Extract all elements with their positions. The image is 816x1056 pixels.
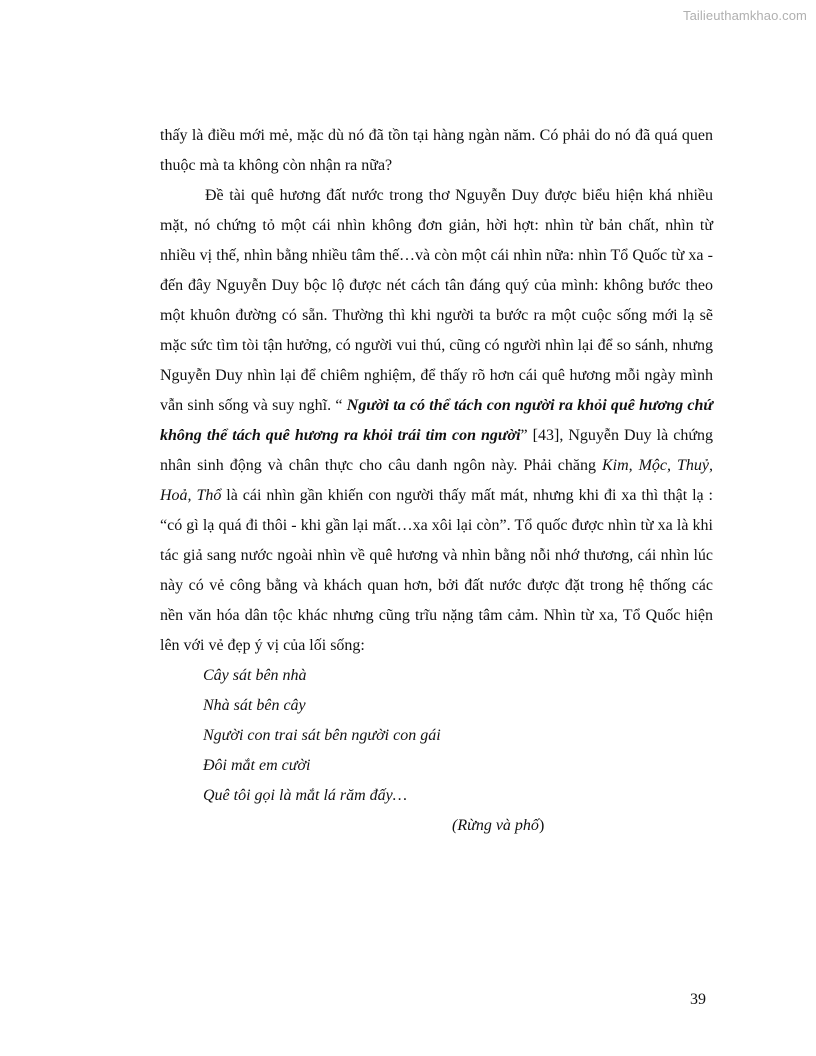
poem-line: Nhà sát bên cây: [203, 697, 306, 714]
poem-titles: Kim, Mộc, Thuỷ, Hoả, Thổ: [160, 457, 713, 504]
poem-line: Đôi mắt em cười: [203, 757, 311, 774]
paragraph-text-b: ” [43], Nguyễn Duy là chứng nhân sinh động và chân thực cho câu danh ngôn này. Phải chăng: [160, 427, 713, 474]
paragraph-continuation: thấy là điều mới mẻ, mặc dù nó đã tồn tại hàng ngàn năm. Có phải do nó đã quá quen thuộc mà ta không còn nhận ra nữa?: [160, 127, 713, 174]
poem-line: Người con trai sát bên người con gái: [203, 727, 441, 744]
poem-source-close: ): [538, 817, 545, 834]
poem-line: Cây sát bên nhà: [203, 667, 307, 684]
poem-line: Quê tôi gọi là mắt lá răm đấy…: [203, 787, 407, 804]
watermark: Tailieuthamkhao.com: [682, 8, 807, 23]
quoted-proverb: Người ta có thể tách con người ra khỏi quê hương chứ không thể tách quê hương ra khỏi trái tim con người: [160, 397, 714, 444]
paragraph-main: [160, 181, 713, 661]
paragraph-text-c: là cái nhìn gần khiến con người thấy mất mát, nhưng khi đi xa thì thật lạ : “có gì lạ quá đi thôi - khi gần lại mất…xa xôi lại còn”. Tổ quốc được nhìn từ xa là khi tác giả sang nước ngoài nhìn về quê hương và nhìn bằng nỗi nhớ thương, cái nhìn lúc này có vẻ công bằng và khách quan hơn, bởi đất nước được đặt trong hệ thống các nền văn hóa dân tộc khác nhưng cũng trĩu nặng tâm cảm. Nhìn từ xa, Tổ Quốc hiện lên với vẻ đẹp ý vị của lối sống:: [160, 487, 713, 654]
poem-source-title: (Rừng và phố: [452, 817, 539, 834]
page-body: [160, 121, 713, 841]
poem-source: [203, 811, 713, 841]
poem-excerpt: [160, 661, 713, 841]
paragraph-text-a: Đề tài quê hương đất nước trong thơ Nguyễn Duy được biểu hiện khá nhiều mặt, nó chứng tỏ một cái nhìn không đơn giản, hời hợt: nhìn từ bản chất, nhìn từ nhiều vị thế, nhìn bằng nhiều tâm thế…và còn một cái nhìn nữa: nhìn Tổ Quốc từ xa - đến đây Nguyễn Duy bộc lộ được nét cách tân đáng quý của mình: không bước theo một khuôn đường có sẵn. Thường thì khi người ta bước ra một cuộc sống mới lạ sẽ mặc sức tìm tòi tận hưởng, có người vui thú, cũng có người nhìn lại để so sánh, nhưng Nguyễn Duy nhìn lại để chiêm nghiệm, để thấy rõ hơn cái quê hương mỗi ngày mình vẫn sinh sống và suy nghĩ. “: [160, 187, 713, 414]
page-number: 39: [690, 991, 706, 1008]
